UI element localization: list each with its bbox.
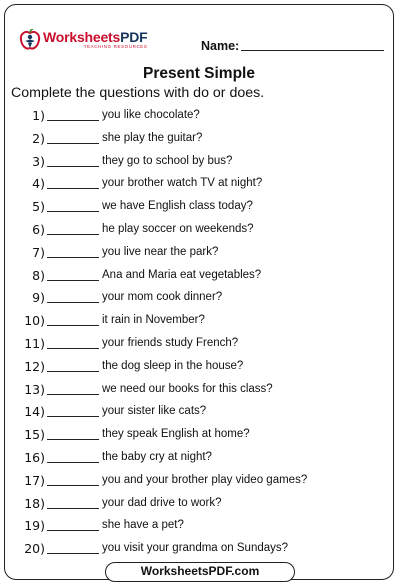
question-text: the baby cry at night?	[102, 451, 212, 463]
answer-blank[interactable]	[47, 508, 99, 509]
answer-blank[interactable]	[47, 439, 99, 440]
question-text: they go to school by bus?	[102, 154, 233, 167]
answer-blank[interactable]	[47, 394, 99, 395]
question-text: your friends study French?	[102, 337, 239, 349]
worksheet-title: Present Simple	[143, 65, 255, 82]
question-row	[5, 245, 385, 265]
question-text: your sister like cats?	[102, 405, 207, 418]
question-row	[5, 450, 385, 470]
person-apple-logo-icon	[19, 29, 41, 55]
question-row	[5, 154, 385, 174]
question-row	[5, 427, 385, 447]
question-number: 1)	[32, 108, 45, 123]
answer-blank[interactable]	[47, 530, 99, 531]
answer-blank[interactable]	[47, 302, 99, 303]
question-row	[5, 496, 385, 516]
question-number: 6)	[32, 222, 45, 237]
question-row	[5, 404, 385, 424]
question-row	[5, 336, 385, 356]
answer-blank[interactable]	[47, 188, 99, 189]
question-number: 9)	[32, 290, 45, 306]
answer-blank[interactable]	[47, 120, 99, 121]
answer-blank[interactable]	[47, 553, 99, 554]
question-number: 7)	[32, 244, 45, 260]
brand-part-1: Worksheets	[43, 29, 121, 45]
question-text: you live near the park?	[102, 245, 219, 258]
question-number: 4)	[32, 176, 45, 192]
question-number: 11)	[24, 336, 45, 351]
question-row	[5, 176, 385, 196]
question-row	[5, 290, 385, 310]
instructions: Complete the questions with do or does.	[11, 85, 265, 101]
question-row	[5, 473, 385, 493]
question-number: 20)	[24, 541, 45, 557]
brand-name	[43, 29, 148, 45]
question-number: 8)	[32, 267, 45, 283]
question-row	[5, 313, 385, 333]
question-number: 13)	[24, 381, 45, 397]
answer-blank[interactable]	[47, 280, 99, 281]
brand-tagline: TEACHING RESOURCES	[83, 44, 148, 49]
answer-blank[interactable]	[47, 348, 99, 349]
answer-blank[interactable]	[47, 143, 99, 144]
question-text: he play soccer on weekends?	[102, 223, 254, 235]
logo	[19, 29, 148, 59]
question-text: she play the guitar?	[102, 131, 203, 144]
question-number: 18)	[24, 495, 45, 511]
question-text: you like chocolate?	[102, 109, 200, 121]
logo-text	[43, 29, 148, 49]
question-text: they speak English at home?	[102, 428, 250, 441]
answer-blank[interactable]	[47, 257, 99, 258]
footer-website: WorksheetsPDF.com	[105, 562, 295, 582]
answer-blank[interactable]	[47, 462, 99, 463]
question-number: 16)	[24, 450, 45, 465]
question-number: 2)	[32, 130, 45, 146]
answer-blank[interactable]	[47, 371, 99, 372]
question-number: 5)	[32, 199, 45, 215]
question-text: your dad drive to work?	[102, 496, 222, 509]
answer-blank[interactable]	[47, 416, 99, 417]
question-text: your brother watch TV at night?	[102, 177, 263, 190]
worksheet-border	[4, 4, 394, 580]
question-row	[5, 359, 385, 379]
brand-part-2: PDF	[120, 29, 148, 45]
question-row	[5, 382, 385, 402]
question-row	[5, 518, 385, 538]
question-text: we need our books for this class?	[102, 382, 273, 395]
question-number: 19)	[24, 518, 45, 534]
question-text: Ana and Maria eat vegetables?	[102, 268, 262, 281]
question-text: it rain in November?	[102, 314, 205, 327]
answer-blank[interactable]	[47, 234, 99, 235]
question-row	[5, 268, 385, 288]
question-text: she have a pet?	[102, 519, 184, 532]
question-number: 14)	[24, 404, 45, 420]
header	[5, 5, 393, 65]
question-text: we have English class today?	[102, 200, 253, 213]
answer-blank[interactable]	[47, 485, 99, 486]
name-label: Name:	[201, 39, 240, 53]
question-number: 17)	[24, 472, 45, 488]
name-field-line[interactable]	[241, 50, 384, 51]
question-row	[5, 131, 385, 151]
question-number: 3)	[32, 153, 45, 169]
answer-blank[interactable]	[47, 325, 99, 326]
question-number: 10)	[24, 313, 45, 329]
answer-blank[interactable]	[47, 166, 99, 167]
question-number: 15)	[24, 427, 45, 443]
question-text: your mom cook dinner?	[102, 291, 223, 304]
question-number: 12)	[24, 358, 45, 374]
question-row	[5, 541, 385, 561]
question-text: you and your brother play video games?	[102, 473, 308, 486]
question-text: the dog sleep in the house?	[102, 359, 244, 372]
question-row	[5, 222, 385, 242]
question-row	[5, 199, 385, 219]
question-row	[5, 108, 385, 128]
question-text: you visit your grandma on Sundays?	[102, 542, 289, 555]
answer-blank[interactable]	[47, 211, 99, 212]
